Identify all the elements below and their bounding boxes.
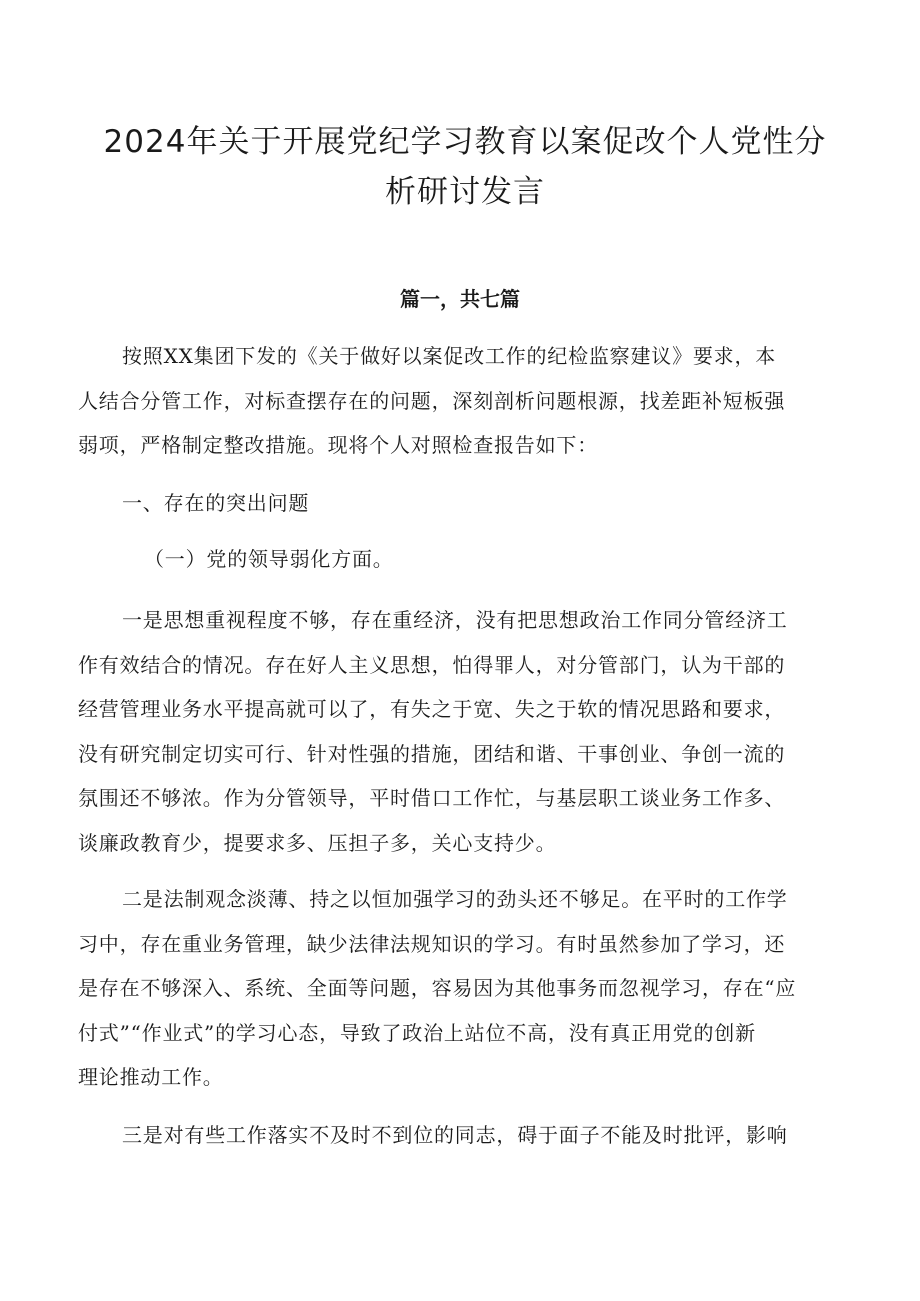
text-line: 是存在不够深入、系统、全面等问题，容易因为其他事务而忽视学习，存在“应: [78, 976, 797, 1000]
text-line: 弱项，严格制定整改措施。现将个人对照检查报告如下：: [78, 433, 598, 457]
title-line-1: 2024年关于开展党纪学习教育以案促改个人党性分: [103, 124, 827, 160]
text-line: 经营管理业务水平提高就可以了，有失之于宽、失之于软的情况思路和要求，: [78, 697, 786, 721]
text-line: 二是法制观念淡薄、持之以恒加强学习的劲头还不够足。在平时的工作学: [122, 887, 788, 911]
text-line: 作有效结合的情况。存在好人主义思想，怕得罪人，对分管部门，认为干部的: [78, 652, 786, 677]
text-line: 谈廉政教育少，提要求多、压担子多，关心支持少。: [78, 830, 557, 855]
section-1-heading: 一、存在的突出问题: [122, 491, 310, 515]
title-line-2: 析研讨发言: [385, 174, 545, 210]
section-heading: [78, 481, 868, 526]
text-line: 付式”“作业式”的学习心态，导致了政治上站位不高，没有真正用党的创新: [78, 1020, 756, 1045]
text-line: 氛围还不够浓。作为分管领导，平时借口工作忙，与基层职工谈业务工作多、: [78, 786, 786, 810]
document-title: [70, 117, 860, 217]
text-line: 三是对有些工作落实不及时不到位的同志，碍于面子不能及时批评，影响: [122, 1123, 788, 1147]
text-line: 习中，存在重业务管理，缺少法律法规知识的学习。有时虽然参加了学习，还: [78, 931, 786, 956]
text-line: 一是思想重视程度不够，存在重经济，没有把思想政治工作同分管经济工: [122, 608, 788, 632]
subsection-heading: [78, 537, 868, 582]
point-2-paragraph: [78, 877, 868, 1100]
intro-paragraph: [78, 334, 868, 468]
text-line: 没有研究制定切实可行、针对性强的措施，团结和谐、干事创业、争创一流的: [78, 741, 786, 766]
subsection-1-heading: （一）党的领导弱化方面。: [144, 547, 394, 571]
text-line: 按照XX集团下发的《关于做好以案促改工作的纪检监察建议》要求，本: [122, 344, 777, 368]
text-line: 理论推动工作。: [78, 1065, 224, 1089]
text-line: 人结合分管工作，对标查摆存在的问题，深刻剖析问题根源，找差距补短板强: [78, 388, 786, 413]
point-1-paragraph: [78, 598, 868, 865]
chapter-heading: 篇一，共七篇: [400, 287, 520, 311]
point-3-paragraph: [78, 1113, 868, 1158]
